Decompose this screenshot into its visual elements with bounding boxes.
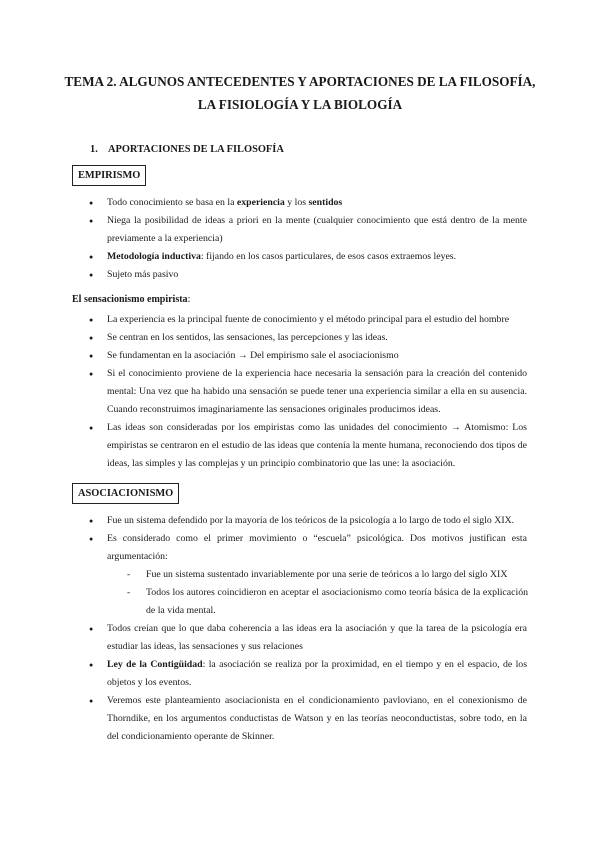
list-item: ● Niega la posibilidad de ideas a priori en la mente (cualquier conocimiento que está dentro de la mente previamente a la experiencia) — [0, 212, 527, 248]
page-title — [60, 70, 540, 116]
list-item: ● Fue un sistema defendido por la mayoría de los teóricos de la psicología a lo largo de todo el siglo XIX. — [0, 512, 527, 530]
title-line-2: LA FISIOLOGÍA Y LA BIOLOGÍA — [197, 97, 403, 112]
list-item: ● Metodología inductiva: fijando en los casos particulares, de esos casos extraemos leyes. — [0, 248, 527, 266]
sensacionismo-list — [0, 311, 527, 473]
sub-list — [107, 566, 527, 620]
list-item: ● Sujeto más pasivo — [0, 266, 527, 284]
list-item: ● Las ideas son consideradas por los empiristas como las unidades del conocimiento → Atomismo: Los empiristas se centraron en el estudio de las ideas que contenía la mente humana, reconociendo dos tipos de ideas, las simples y las complejas y un principio combinatorio que las une: la asociación. — [0, 419, 527, 473]
sub-list-item: - Fue un sistema sustentado invariablemente por una serie de teóricos a lo largo del siglo XIX — [107, 566, 528, 584]
sensacionismo-heading: El sensacionismo empirista: — [72, 294, 191, 305]
empirismo-list — [0, 194, 527, 284]
section-title: APORTACIONES DE LA FILOSOFÍA — [108, 144, 284, 155]
list-item: ● Se centran en los sentidos, las sensaciones, las percepciones y las ideas. — [0, 329, 527, 347]
list-item: ● Veremos este planteamiento asociacionista en el condicionamiento pavloviano, en el conexionismo de Thorndike, en los argumentos conductistas de Watson y en las teorías neoconductistas, sobre todo, en la del condicionamiento operante de Skinner. — [0, 692, 527, 746]
section-heading — [90, 144, 284, 155]
title-line-1: TEMA 2. ALGUNOS ANTECEDENTES Y APORTACIONES DE LA FILOSOFÍA, — [64, 74, 536, 89]
asociacionismo-box: ASOCIACIONISMO — [72, 483, 179, 504]
list-item: ● Es considerado como el primer movimiento o “escuela” psicológica. Dos motivos justifican esta argumentación: - Fue un sistema sustentado invariablemente por una serie de teóricos a lo largo del siglo XIX - Todos los autores coincidieron en aceptar el asociacionismo como teoría básica de la explicación de la vida mental. — [0, 530, 527, 620]
list-item: ● Se fundamentan en la asociación → Del empirismo sale el asociacionismo — [0, 347, 527, 365]
section-number: 1. — [90, 144, 98, 155]
list-item: ● Si el conocimiento proviene de la experiencia hace necesaria la sensación para la creación del contenido mental: Una vez que ha habido una sensación se puede tener una experiencia similar a ella en su ausencia. Cuando reconstruimos imaginariamente las sensaciones originales producimos ideas. — [0, 365, 527, 419]
list-item: ● Todo conocimiento se basa en la experiencia y los sentidos — [0, 194, 527, 212]
asociacionismo-list — [0, 512, 527, 746]
list-item: ● Todos creían que lo que daba coherencia a las ideas era la asociación y que la tarea de la psicología era estudiar las ideas, las sensaciones y sus relaciones — [0, 620, 527, 656]
list-item: ● La experiencia es la principal fuente de conocimiento y el método principal para el estudio del hombre — [0, 311, 527, 329]
sub-list-item: - Todos los autores coincidieron en aceptar el asociacionismo como teoría básica de la explicación de la vida mental. — [107, 584, 528, 620]
list-item: ● Ley de la Contigüidad: la asociación se realiza por la proximidad, en el tiempo y en el espacio, de los objetos y los eventos. — [0, 656, 527, 692]
empirismo-box: EMPIRISMO — [72, 165, 146, 186]
